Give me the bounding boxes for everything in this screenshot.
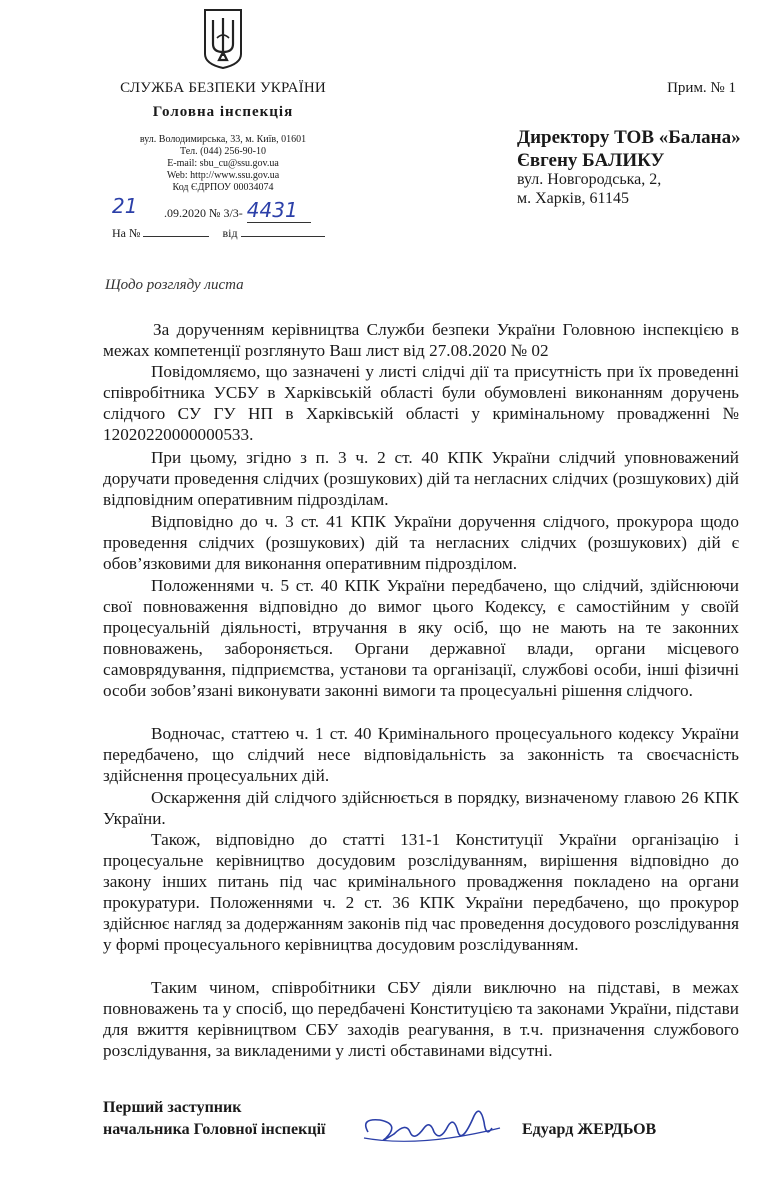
letter-subject: Щодо розгляду листа	[105, 277, 244, 293]
org-edrpou: Код ЄДРПОУ 00034074	[172, 182, 274, 193]
attachment-mark: Прим. № 1	[667, 80, 736, 96]
org-address: вул. Володимирська, 33, м. Київ, 01601	[139, 134, 307, 145]
org-email: E-mail: sbu_cu@ssu.gov.ua	[167, 158, 279, 169]
org-web: Web: http://www.ssu.gov.ua	[166, 170, 280, 181]
incoming-from-label: від	[222, 226, 238, 240]
incoming-ref	[112, 226, 325, 241]
paragraph: Оскарження дій слідчого здійснюється в порядку, визначеному главою 26 КПК України.	[103, 788, 739, 828]
paragraph: За дорученням керівництва Служби безпеки України Головною інспекцією в межах компетенції розглянуто Ваш лист від 27.08.2020 № 02	[103, 320, 739, 360]
outgoing-number: 4431	[247, 198, 311, 223]
paragraph: Також, відповідно до статті 131-1 Конституції України організацію і процесуальне керівництво досудовим розслідуванням, вирішення відповідно до закону інших питань під час кримінального провадження покладено на органи прокуратури. Положеннями ч. 2 ст. 36 КПК України передбачено, що прокурор здійснює нагляд за додержанням законів під час проведення досудового розслідування у формі процесуального керівництва досудовим розслідуванням.	[103, 830, 739, 954]
handwritten-signature	[350, 1098, 510, 1154]
outgoing-date: .09.2020 № 3/3-	[164, 206, 243, 220]
incoming-date-line	[241, 236, 325, 237]
incoming-number-line	[143, 236, 209, 237]
paragraph: Положеннями ч. 5 ст. 40 КПК України передбачено, що слідчий, здійснюючи свої повноваження відповідно до вимог цього Кодексу, є самостійним у своїй процесуальній діяльності, втручання в яку осіб, що не мають на те законних повноважень, забороняється. Органи державної влади, органи місцевого самоврядування, підприємства, установи та організації, службові особи, інші фізичні особи зобов’язані виконувати законні вимоги та процесуальні рішення слідчого.	[103, 576, 739, 700]
signer-title-line1: Перший заступник	[103, 1099, 242, 1116]
paragraph: При цьому, згідно з п. 3 ч. 2 ст. 40 КПК України слідчий уповноважений доручати проведення слідчих (розшукових) дій та негласних слідчих (розшукових) дій відповідним оперативним підрозділам.	[103, 448, 739, 509]
recipient-city: м. Харків, 61145	[517, 190, 629, 207]
paragraph: Таким чином, співробітники СБУ діяли виключно на підставі, в межах повноважень та у спосіб, що передбачені Конституцією та законами України, підстави для вжиття керівництвом СБУ заходів реагування, в т.ч. призначення службового розслідування, за викладеними у листі обставинами відсутні.	[103, 978, 739, 1060]
trident-emblem-icon	[201, 8, 245, 70]
recipient-street: вул. Новгородська, 2,	[517, 171, 662, 188]
department-name: Головна інспекція	[152, 104, 294, 120]
paragraph: Повідомляємо, що зазначені у листі слідчі дії та присутність при їх проведенні співробітника УСБУ в Харківській області були обумовлені виконанням доручень слідчого СУ ГУ НП в Харківській області у кримінальному провадженні № 12020220000000533.	[103, 362, 739, 444]
recipient-position: Директору ТОВ «Балана»	[517, 127, 741, 148]
incoming-label: На №	[112, 226, 141, 240]
signer-name: Едуард ЖЕРДЬОВ	[522, 1121, 657, 1138]
outgoing-day: 21	[112, 194, 138, 218]
org-name: СЛУЖБА БЕЗПЕКИ УКРАЇНИ	[120, 80, 326, 96]
recipient-name: Євгену БАЛИКУ	[517, 150, 665, 171]
signer-title-line2: начальника Головної інспекції	[103, 1121, 326, 1138]
paragraph: Водночас, статтею ч. 1 ст. 40 Кримінального процесуального кодексу України передбачено, що слідчий несе відповідальність за законність та своєчасність здійснення процесуальних дій.	[103, 724, 739, 785]
outgoing-ref	[112, 194, 311, 223]
org-phone: Тел. (044) 256-90-10	[180, 146, 266, 157]
paragraph: Відповідно до ч. 3 ст. 41 КПК України доручення слідчого, прокурора щодо проведення слідчих (розшукових) дій та негласних слідчих (розшукових) дій є обов’язковими для виконання оперативним підрозділом.	[103, 512, 739, 573]
